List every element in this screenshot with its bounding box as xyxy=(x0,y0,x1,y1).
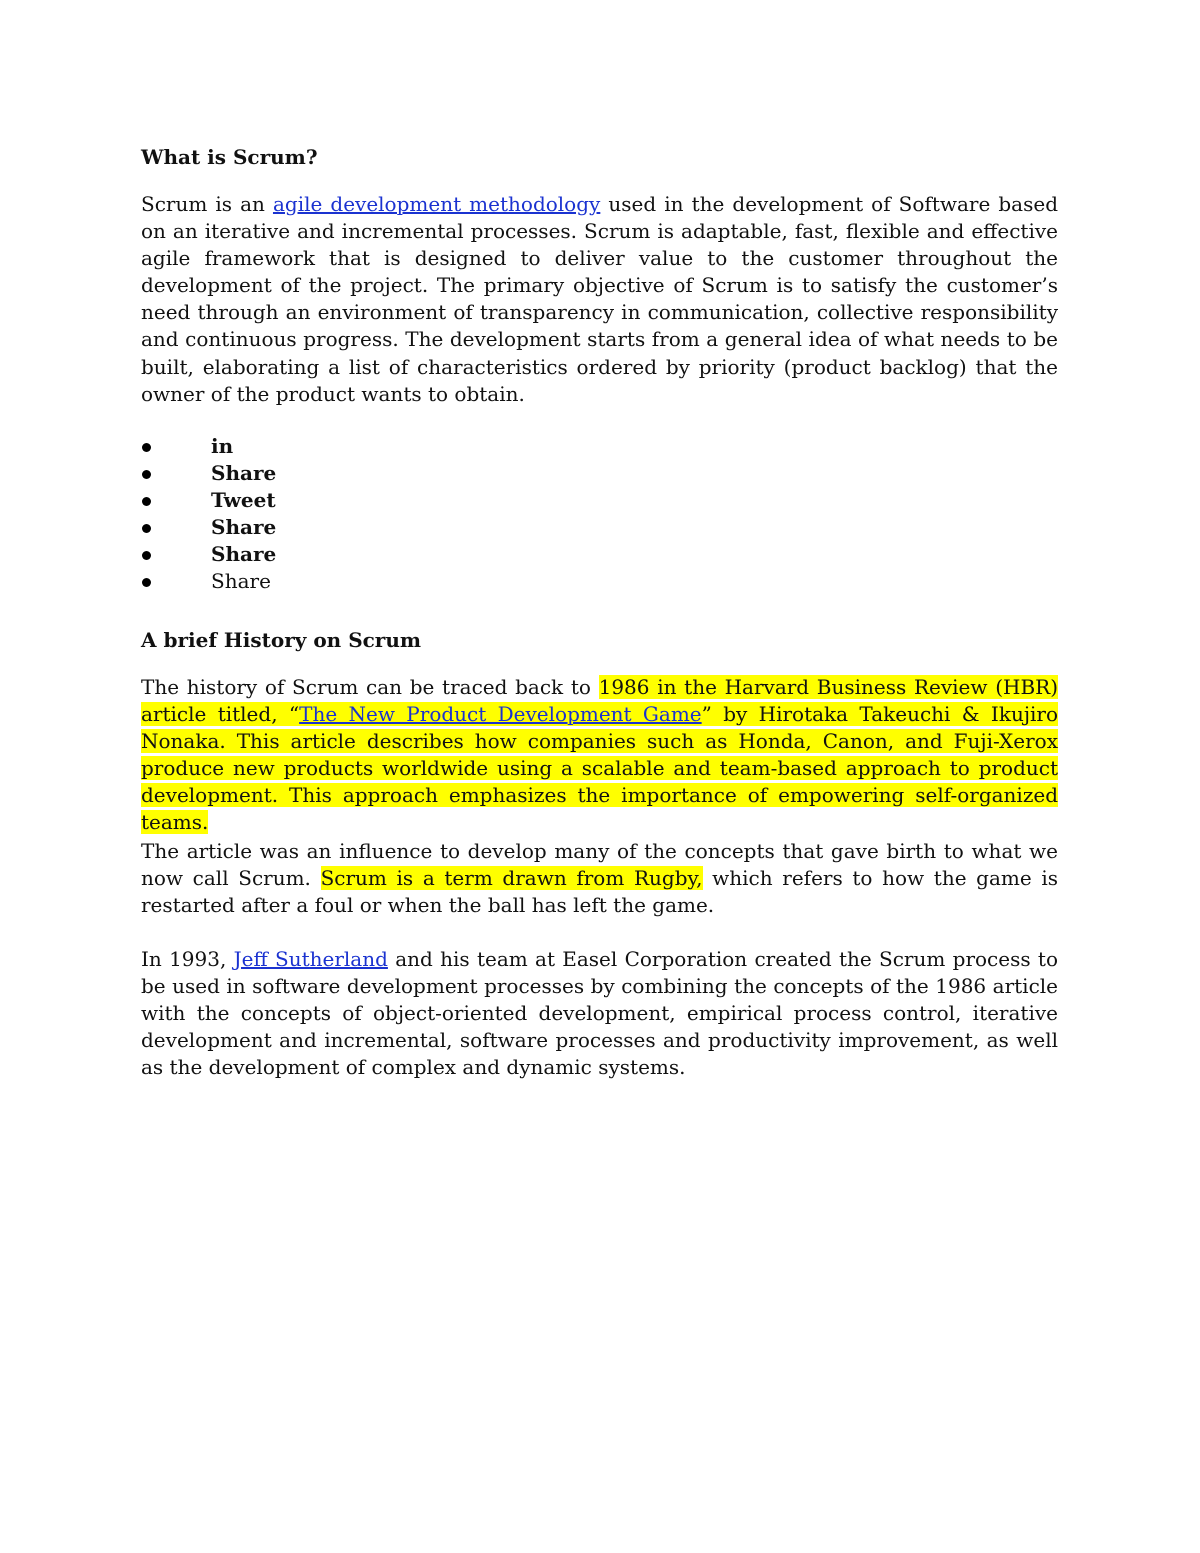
share-item-label: Tweet xyxy=(211,488,276,513)
bullet-icon xyxy=(142,551,151,560)
history-highlight-1: 1986 in the Harvard Business Review (HBR) article titled, “ xyxy=(141,675,1059,727)
agile-methodology-link[interactable]: agile development methodology xyxy=(272,192,601,216)
new-product-development-game-link[interactable]: The New Product Development Game xyxy=(299,702,702,727)
share-item-share-4[interactable] xyxy=(141,541,276,568)
share-list xyxy=(141,433,276,596)
bullet-icon xyxy=(142,524,151,533)
share-item-label: Share xyxy=(211,461,277,486)
share-item-linkedin[interactable] xyxy=(141,433,276,460)
bullet-icon xyxy=(142,443,151,452)
share-item-tweet[interactable] xyxy=(141,487,276,514)
rugby-paragraph xyxy=(141,838,1058,919)
bullet-icon xyxy=(142,578,151,587)
sutherland-text-start: In 1993, xyxy=(141,947,234,971)
rugby-highlight: Scrum is a term drawn from Rugby, xyxy=(320,866,703,891)
document-page xyxy=(141,0,1058,1553)
share-item-share-5[interactable] xyxy=(141,568,276,595)
share-item-label: Share xyxy=(211,569,271,594)
intro-text-start: Scrum is an xyxy=(141,192,273,216)
intro-paragraph xyxy=(141,191,1058,408)
history-paragraph xyxy=(141,674,1058,837)
share-item-facebook[interactable] xyxy=(141,460,276,487)
heading-brief-history: A brief History on Scrum xyxy=(141,628,422,652)
history-highlight-2: ” by Hirotaka Takeuchi & Ikujiro Nonaka. This article describes how companies such as Honda, Canon, and Fuji-Xerox produce new products worldwide using a scalable and team-based approach to product development. This approach emphasizes the importance of empowering self-organized teams. xyxy=(141,702,1059,835)
rugby-text-start: The article was an influence to develop many of the concepts that gave birth to what we now call Scrum. xyxy=(141,839,1058,891)
history-text-start: The history of Scrum can be traced back to xyxy=(141,675,599,699)
bullet-icon xyxy=(142,497,151,506)
rugby-text-end: which refers to how the game is restarted after a foul or when the ball has left the game. xyxy=(141,866,1059,918)
heading-what-is-scrum: What is Scrum? xyxy=(141,145,318,169)
share-item-share-3[interactable] xyxy=(141,514,276,541)
jeff-sutherland-link[interactable]: Jeff Sutherland xyxy=(233,947,388,971)
share-item-label: Share xyxy=(211,542,277,567)
share-item-label: Share xyxy=(211,515,277,540)
sutherland-paragraph xyxy=(141,946,1058,1081)
bullet-icon xyxy=(142,470,151,479)
sutherland-text-rest: and his team at Easel Corporation created the Scrum process to be used in software development processes by combining the concepts of the 1986 article with the concepts of object-oriented development, empirical process control, iterative development and incremental, software processes and productivity improvement, as well as the development of complex and dynamic systems. xyxy=(141,947,1058,1080)
share-item-label: in xyxy=(211,434,234,458)
intro-text-rest: used in the development of Software based on an iterative and incremental processes. Scrum is adaptable, fast, flexible and effective agile framework that is designed to deliver value to the customer throughout the development of the project. The primary objective of Scrum is to satisfy the customer’s need through an environment of transparency in communication, collective responsibility and continuous progress. The development starts from a general idea of what needs to be built, elaborating a list of characteristics ordered by priority (product backlog) that the owner of the product wants to obtain. xyxy=(141,192,1058,406)
